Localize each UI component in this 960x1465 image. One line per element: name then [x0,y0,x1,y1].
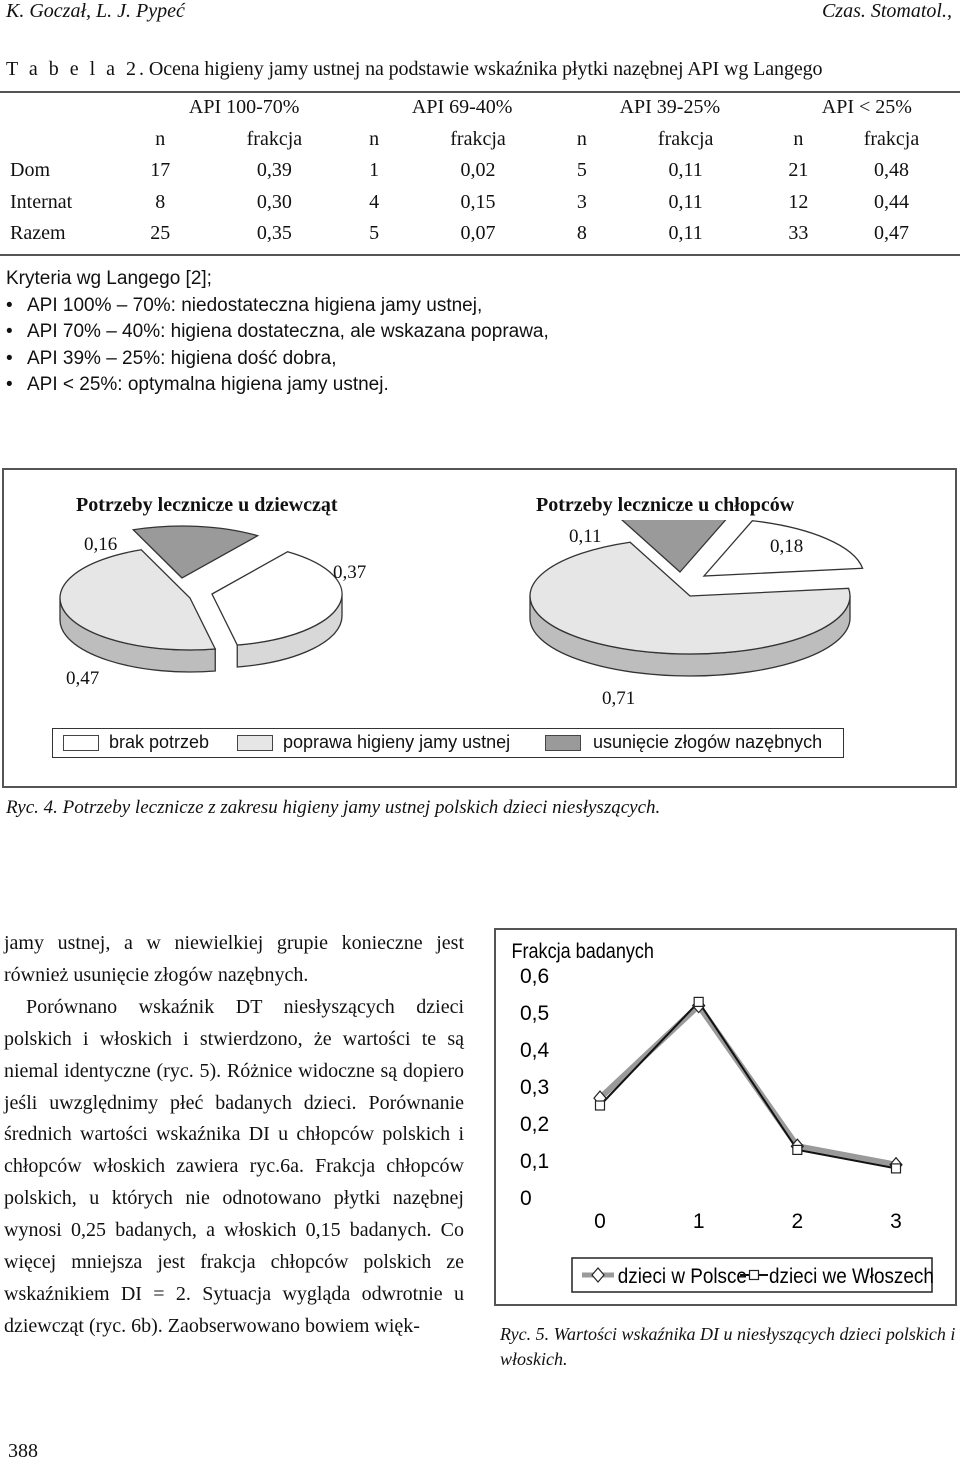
pie-boys-label-brak: 0,18 [770,536,804,557]
pie-boys-label-usuniecie: 0,11 [569,526,602,547]
cell: 5 [369,222,380,245]
x-tick-label: 2 [791,1210,804,1233]
cell: 5 [576,159,587,182]
legend-marker-wlochy [750,1271,759,1280]
row-label: Razem [10,222,66,245]
chart-title: Frakcja badanych [511,939,654,964]
y-tick-label: 0 [520,1187,532,1210]
cell: 8 [576,222,587,245]
cell: 12 [788,190,809,213]
data-point-wlochy [596,1101,605,1110]
col-frakcja: frakcja [863,127,920,150]
table-caption [6,58,822,81]
cell: 0,02 [460,159,496,182]
y-tick-label: 0,2 [520,1113,550,1136]
col-n: n [155,127,166,150]
legend-label-brak: brak potrzeb [109,732,210,752]
cell: 0,39 [256,159,292,182]
cell: 0,47 [873,222,909,245]
row-label: Dom [10,159,50,182]
cell: 17 [150,159,171,182]
body-text [4,928,464,1343]
cell: 0,35 [256,222,292,245]
y-tick-label: 0,1 [520,1150,550,1173]
figure-4-caption: Ryc. 4. Potrzeby lecznicze z zakresu higieny jamy ustnej polskich dzieci niesłyszących. [6,797,661,818]
criteria-block [6,266,549,399]
table-group-header [0,92,960,124]
pie-legend [52,728,844,758]
cell: 8 [155,190,166,213]
cell: 0,11 [668,222,703,245]
col-n: n [576,127,587,150]
figure-5-caption: Ryc. 5. Wartości wskaźnika DI u niesłyszących dzieci polskich i włoskich. [500,1324,956,1369]
col-frakcja: frakcja [657,127,714,150]
data-point-wlochy [793,1145,802,1154]
y-tick-label: 0,3 [520,1076,550,1099]
cell: 0,48 [873,159,909,182]
cell: 0,11 [668,190,703,213]
table-label: T a b e l a 2 [6,58,140,80]
pie-girls-label-usuniecie: 0,16 [84,534,118,555]
paragraph: jamy ustnej, a w niewielkiej grupie konieczne jest również usunięcie złogów nazębnych. [4,932,464,986]
cell: 21 [788,159,809,182]
x-tick-label: 3 [890,1210,902,1233]
line-chart [496,930,955,1304]
legend-label-polska: dzieci w Polsce [617,1265,747,1289]
criteria-item: • API 70% – 40%: higiena dostateczna, ale wskazana poprawa, [6,319,549,346]
cell: 33 [788,222,809,245]
cell: 0,15 [460,190,496,213]
cell: 4 [369,190,380,213]
col-n: n [793,127,804,150]
cell: 3 [576,190,587,213]
table-row [0,187,960,219]
header-authors: K. Goczał, L. J. Pypeć [6,0,185,22]
pie-charts [0,520,960,725]
pie-boys-title: Potrzeby lecznicze u chłopców [536,494,795,516]
criteria-title: Kryteria wg Langego [2]; [6,268,212,289]
cell: 25 [150,222,171,245]
legend-label-wlochy: dzieci we Włoszech [769,1265,934,1289]
legend-swatch-usuniecie [545,735,581,751]
pie-girls-title: Potrzeby lecznicze u dziewcząt [76,494,338,516]
cell: 0,30 [256,190,292,213]
group-header: API < 25% [821,96,912,119]
api-table [0,92,960,250]
group-header: API 100-70% [188,96,300,119]
legend-label-usuniecie: usunięcie złogów nazębnych [593,732,823,752]
col-n: n [369,127,380,150]
x-tick-label: 0 [594,1210,606,1233]
table-caption-text: . Ocena higieny jamy ustnej na podstawie wskaźnika płytki nazębnej API wg Langego [139,58,823,80]
row-label: Internat [10,190,73,213]
legend-swatch-brak [63,735,99,751]
legend-swatch-poprawa [237,735,273,751]
series-line-wlochy [600,1002,896,1169]
paragraph: Porównano wskaźnik DT niesłyszących dzieci polskich i włoskich i stwierdzono, że wartości te są niemal identyczne (ryc. 5). Różnice widoczne są dopiero jeśli uwzględnimy płeć badanych dzieci. Porównanie średnich wartości wskaźnika DI u chłopców polskich i chłopców włoskich zawiera ryc.6a. Frakcja chłopców polskich, u których nie odnotowano płytki nazębnej wynosi 0,25 badanych, a włoskich 0,15 badanych. Co więcej mniejsza jest frakcja chłopców polskich ze wskaźnikiem DI = 2. Sytuacja wygląda odwrotnie u dziewcząt (ryc. 6b). Zaobserwowano bowiem więk- [4,995,464,1337]
x-tick-label: 1 [692,1210,705,1233]
page-number: 388 [8,1440,38,1462]
table-sub-header [0,124,960,156]
col-frakcja: frakcja [450,127,506,150]
criteria-item: • API < 25%: optymalna higiena jamy ustnej. [6,372,549,399]
pie-girls-label-poprawa: 0,47 [66,668,100,689]
cell: 1 [369,159,380,182]
pie-girls-label-brak: 0,37 [333,562,367,583]
table-row [0,155,960,187]
criteria-item: • API 100% – 70%: niedostateczna higiena jamy ustnej, [6,293,549,320]
data-point-wlochy [694,997,703,1006]
cell: 0,44 [873,190,909,213]
data-point-wlochy [892,1164,901,1173]
criteria-item: • API 39% – 25%: higiena dość dobra, [6,346,549,373]
group-header: API 69-40% [411,96,513,119]
legend-label-poprawa: poprawa higieny jamy ustnej [283,732,511,752]
table-row [0,218,960,250]
col-frakcja: frakcja [246,127,303,150]
y-tick-label: 0,5 [520,1002,550,1025]
y-tick-label: 0,6 [520,965,550,988]
series-line-polska [600,1006,896,1165]
pie-boys-label-poprawa: 0,71 [602,688,636,709]
header-journal: Czas. Stomatol., [821,0,952,22]
group-header: API 39-25% [619,96,721,119]
cell: 0,07 [460,222,496,245]
cell: 0,11 [668,159,703,182]
table-bottom-rule [0,254,960,256]
y-tick-label: 0,4 [520,1039,550,1062]
